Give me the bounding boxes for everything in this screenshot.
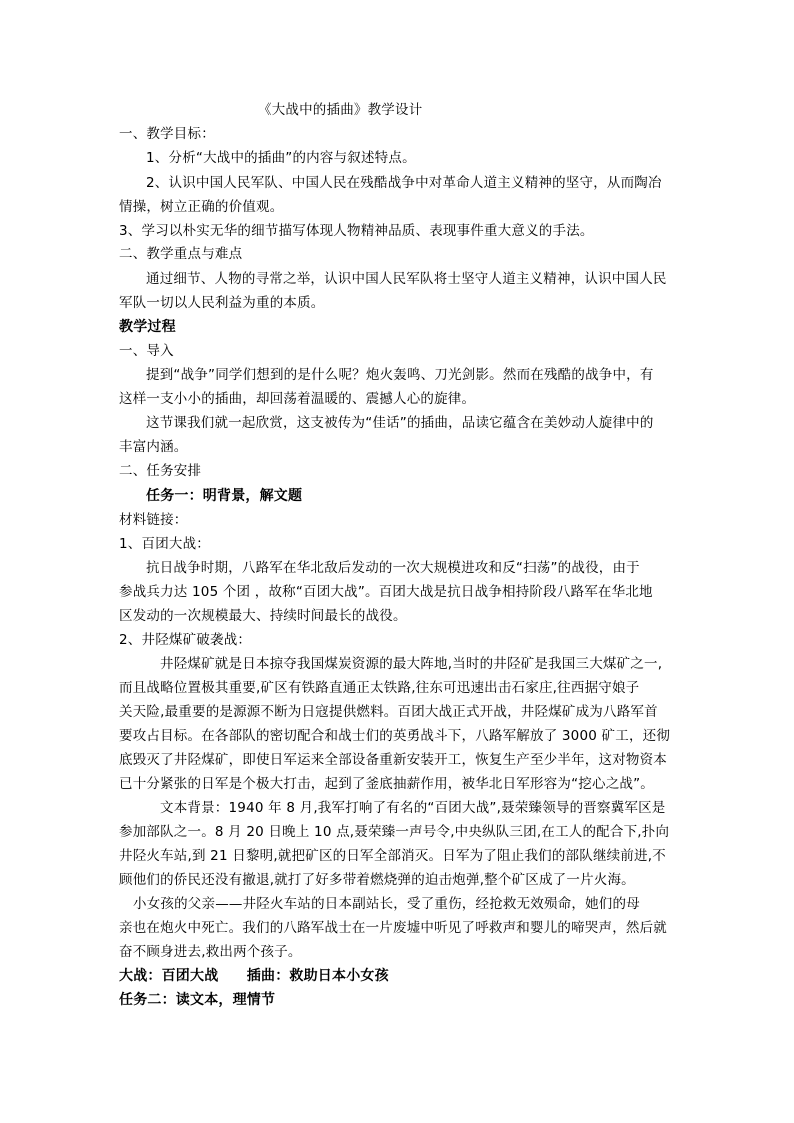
task-2-heading: 任务二：读文本，理情节: [119, 992, 276, 1008]
process-heading: 教学过程: [119, 319, 176, 335]
background-line-2: 参加部队之一。8 月 20 日晚上 10 点,聂荣臻一声号令,中央纵队三团,在工人的配合下,扑向: [119, 824, 670, 840]
intro-paragraph-2-line-2: 丰富内涵。: [119, 439, 188, 455]
girl-paragraph-line-3: 奋不顾身进去,救出两个孩子。: [119, 944, 302, 960]
material-2-line-6: 已十分紧张的日军是个极大打击，起到了釜底抽薪作用，被华北日军形容为“挖心之战”。: [119, 776, 654, 792]
goal-item-3: 3、学习以朴实无华的细节描写体现人物精神品质、表现事件重大意义的手法。: [119, 223, 594, 239]
material-1-line-1: 抗日战争时期，八路军在华北敌后发动的一次大规模进攻和反“扫荡”的战役，由于: [146, 560, 640, 576]
material-1-line-3: 区发动的一次规模最大、持续时间最长的战役。: [119, 608, 407, 624]
tasks-heading: 二、任务安排: [119, 463, 202, 479]
material-2-line-5: 底毁灭了井陉煤矿，即使日军运来全部设备重新安装开工，恢复生产至少半年，这对物资本: [119, 752, 667, 768]
background-line-1: 文本背景：1940 年 8 月,我军打响了有名的“百团大战”,聂荣臻领导的晋察冀军区是: [160, 800, 666, 816]
material-2-heading: 2、井陉煤矿破袭战：: [119, 632, 252, 648]
intro-paragraph-1-line-1: 提到“战争”同学们想到的是什么呢？炮火轰鸣、刀光剑影。然而在残酷的战争中，有: [146, 367, 654, 383]
intro-paragraph-1-line-2: 这样一支小小的插曲，却回荡着温暖的、震撼人心的旋律。: [119, 391, 476, 407]
goals-heading: 一、教学目标：: [119, 126, 215, 142]
material-2-line-4: 要攻占目标。在各部队的密切配合和战士们的英勇战斗下，八路军解放了 3000 矿工，还彻: [119, 728, 671, 744]
key-points-heading: 二、教学重点与难点: [119, 246, 243, 262]
material-2-line-2: 而且战略位置极其重要,矿区有铁路直通正太铁路,往东可迅速出击石家庄,往西据守娘子: [119, 680, 640, 696]
girl-paragraph-line-2: 亲也在炮火中死亡。我们的八路军战士在一片废墟中听见了呼救声和婴儿的啼哭声，然后就: [119, 920, 667, 936]
key-points-line-1: 通过细节、人物的寻常之举，认识中国人民军队将士坚守人道主义精神，认识中国人民: [146, 271, 667, 287]
material-1-line-2: 参战兵力达 105 个团 ，故称“百团大战”。百团大战是抗日战争相持阶段八路军在华北地: [119, 584, 653, 600]
intro-heading: 一、导入: [119, 343, 174, 359]
summary-line: 大战：百团大战 插曲：救助日本小女孩: [119, 968, 389, 984]
girl-paragraph-line-1: 小女孩的父亲——井陉火车站的日本副站长，受了重伤，经抢救无效殒命，她们的母: [133, 896, 640, 912]
material-label: 材料链接：: [119, 512, 188, 528]
goal-item-1: 1、分析“大战中的插曲”的内容与叙述特点。: [146, 150, 416, 166]
background-line-3: 井陉火车站,到 21 日黎明,就把矿区的日军全部消灭。日军为了阻止我们的部队继续前进,不: [119, 848, 666, 864]
intro-paragraph-2-line-1: 这节课我们就一起欣赏，这支被传为“佳话”的插曲，品读它蕴含在美妙动人旋律中的: [146, 415, 654, 431]
material-1-heading: 1、百团大战：: [119, 536, 210, 552]
goal-item-2-line-1: 2、认识中国人民军队、中国人民在残酷战争中对革命人道主义精神的坚守，从而陶冶: [146, 175, 662, 191]
material-2-line-3: 关天险,最重要的是源源不断为日寇提供燃料。百团大战正式开战，井陉煤矿成为八路军首: [119, 704, 658, 720]
key-points-line-2: 军队一切以人民利益为重的本质。: [119, 295, 325, 311]
goal-item-2-line-2: 情操，树立正确的价值观。: [119, 199, 284, 215]
material-2-line-1: 井陉煤矿就是日本掠夺我国煤炭资源的最大阵地,当时的井陉矿是我国三大煤矿之一,: [160, 656, 663, 672]
background-line-4: 顾他们的侨民还没有撤退,就打了好多带着燃烧弹的迫击炮弹,整个矿区成了一片火海。: [119, 872, 635, 888]
document-title: 《大战中的插曲》教学设计: [258, 102, 423, 118]
task-1-heading: 任务一：明背景，解文题: [146, 488, 303, 504]
